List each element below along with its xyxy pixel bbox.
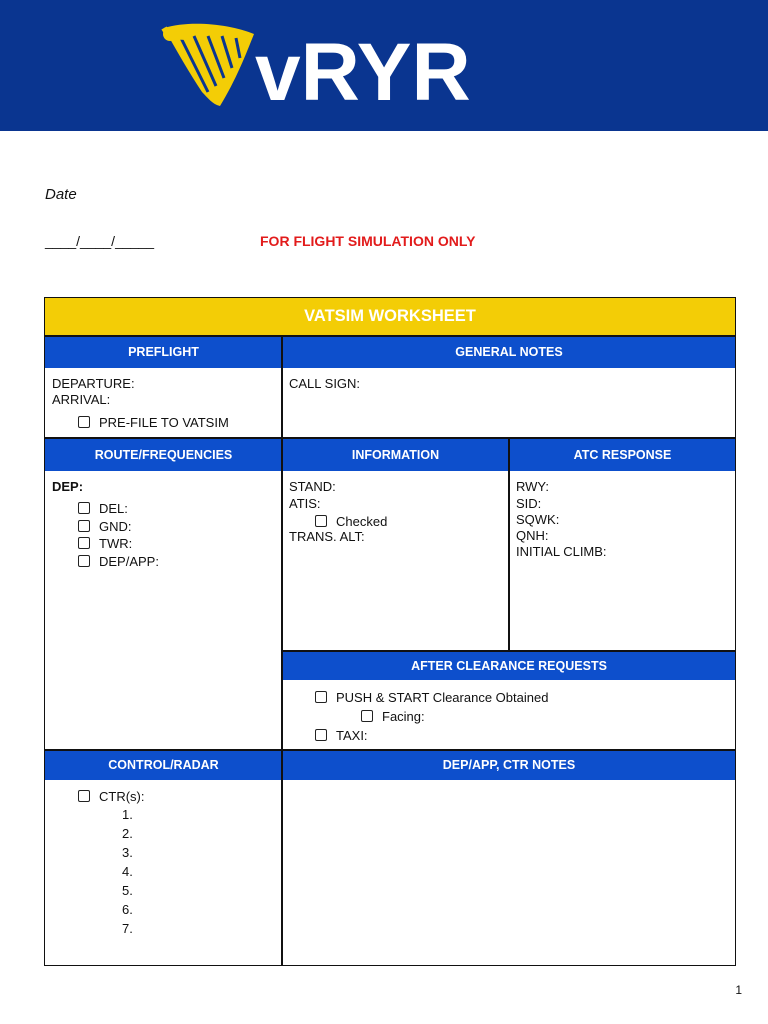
dep-app-ctr-notes-header: DEP/APP, CTR NOTES	[283, 750, 735, 780]
preflight-header: PREFLIGHT	[45, 336, 282, 368]
push-start-row[interactable]	[315, 690, 548, 706]
atis-label: ATIS:	[289, 496, 321, 511]
ctr-row[interactable]	[78, 789, 145, 805]
ctr-number-2: 2.	[122, 826, 133, 841]
vryr-logo	[150, 14, 570, 114]
ctr-number-1: 1.	[122, 807, 133, 822]
logo-wordmark: vRYR	[255, 27, 471, 114]
departure-label: DEPARTURE:	[52, 376, 135, 391]
taxi-checkbox[interactable]	[315, 729, 327, 741]
facing-row[interactable]	[361, 709, 425, 725]
trans-alt-label: TRANS. ALT:	[289, 529, 365, 544]
grid-line	[45, 437, 735, 439]
ctr-label: CTR(s):	[99, 789, 145, 804]
after-clearance-header: AFTER CLEARANCE REQUESTS	[283, 651, 735, 680]
atis-checked-row[interactable]	[315, 514, 387, 530]
del-label: DEL:	[99, 501, 128, 516]
rwy-label: RWY:	[516, 479, 549, 494]
prefile-checkbox-row[interactable]	[78, 415, 229, 431]
header-banner	[0, 0, 768, 131]
ctr-number-4: 4.	[122, 864, 133, 879]
dep-app-checkbox[interactable]	[78, 555, 90, 567]
date-label: Date	[45, 186, 77, 203]
atis-checked-checkbox[interactable]	[315, 515, 327, 527]
gnd-checkbox[interactable]	[78, 520, 90, 532]
grid-line	[281, 335, 283, 965]
arrival-label: ARRIVAL:	[52, 392, 111, 407]
twr-checkbox[interactable]	[78, 537, 90, 549]
grid-line	[45, 335, 735, 337]
taxi-label: TAXI:	[336, 728, 368, 743]
initial-climb-label: INITIAL CLIMB:	[516, 544, 607, 559]
ctr-checkbox[interactable]	[78, 790, 90, 802]
sid-label: SID:	[516, 496, 542, 511]
prefile-label: PRE-FILE TO VATSIM	[99, 415, 229, 430]
general-notes-header: GENERAL NOTES	[283, 336, 735, 368]
grid-line	[508, 437, 510, 650]
worksheet-title: VATSIM WORKSHEET	[45, 298, 735, 335]
dep-app-label: DEP/APP:	[99, 553, 159, 569]
atc-response-header: ATC RESPONSE	[510, 438, 735, 471]
ctr-number-6: 6.	[122, 902, 133, 917]
ctr-number-7: 7.	[122, 921, 133, 936]
ctr-number-3: 3.	[122, 845, 133, 860]
facing-checkbox[interactable]	[361, 710, 373, 722]
route-frequencies-header: ROUTE/FREQUENCIES	[45, 438, 282, 471]
harp-icon	[163, 24, 254, 106]
simulation-notice: FOR FLIGHT SIMULATION ONLY	[260, 233, 476, 249]
stand-label: STAND:	[289, 479, 336, 494]
call-sign-label: CALL SIGN:	[289, 376, 361, 391]
prefile-checkbox[interactable]	[78, 416, 90, 428]
taxi-row[interactable]	[315, 728, 368, 744]
control-radar-header: CONTROL/RADAR	[45, 750, 282, 780]
facing-label: Facing:	[382, 709, 425, 724]
push-start-checkbox[interactable]	[315, 691, 327, 703]
grid-line	[45, 749, 735, 751]
dep-app-row[interactable]	[78, 554, 159, 572]
sqwk-label: SQWK:	[516, 512, 560, 527]
del-checkbox[interactable]	[78, 502, 90, 514]
information-header: INFORMATION	[283, 438, 508, 471]
grid-line	[283, 650, 735, 652]
date-input-line: ____/____/_____	[45, 233, 154, 249]
page-number: 1	[735, 983, 742, 997]
checked-label: Checked	[336, 514, 388, 529]
vatsim-worksheet	[44, 297, 736, 966]
dep-label: DEP:	[52, 479, 84, 494]
gnd-label: GND:	[99, 518, 132, 534]
gnd-row[interactable]	[78, 519, 159, 537]
del-row[interactable]	[78, 501, 159, 519]
push-start-label: PUSH & START Clearance Obtained	[336, 690, 549, 705]
ctr-number-5: 5.	[122, 883, 133, 898]
qnh-label: QNH:	[516, 528, 549, 543]
route-frequency-list	[78, 501, 159, 571]
twr-row[interactable]	[78, 536, 159, 554]
twr-label: TWR:	[99, 536, 133, 551]
